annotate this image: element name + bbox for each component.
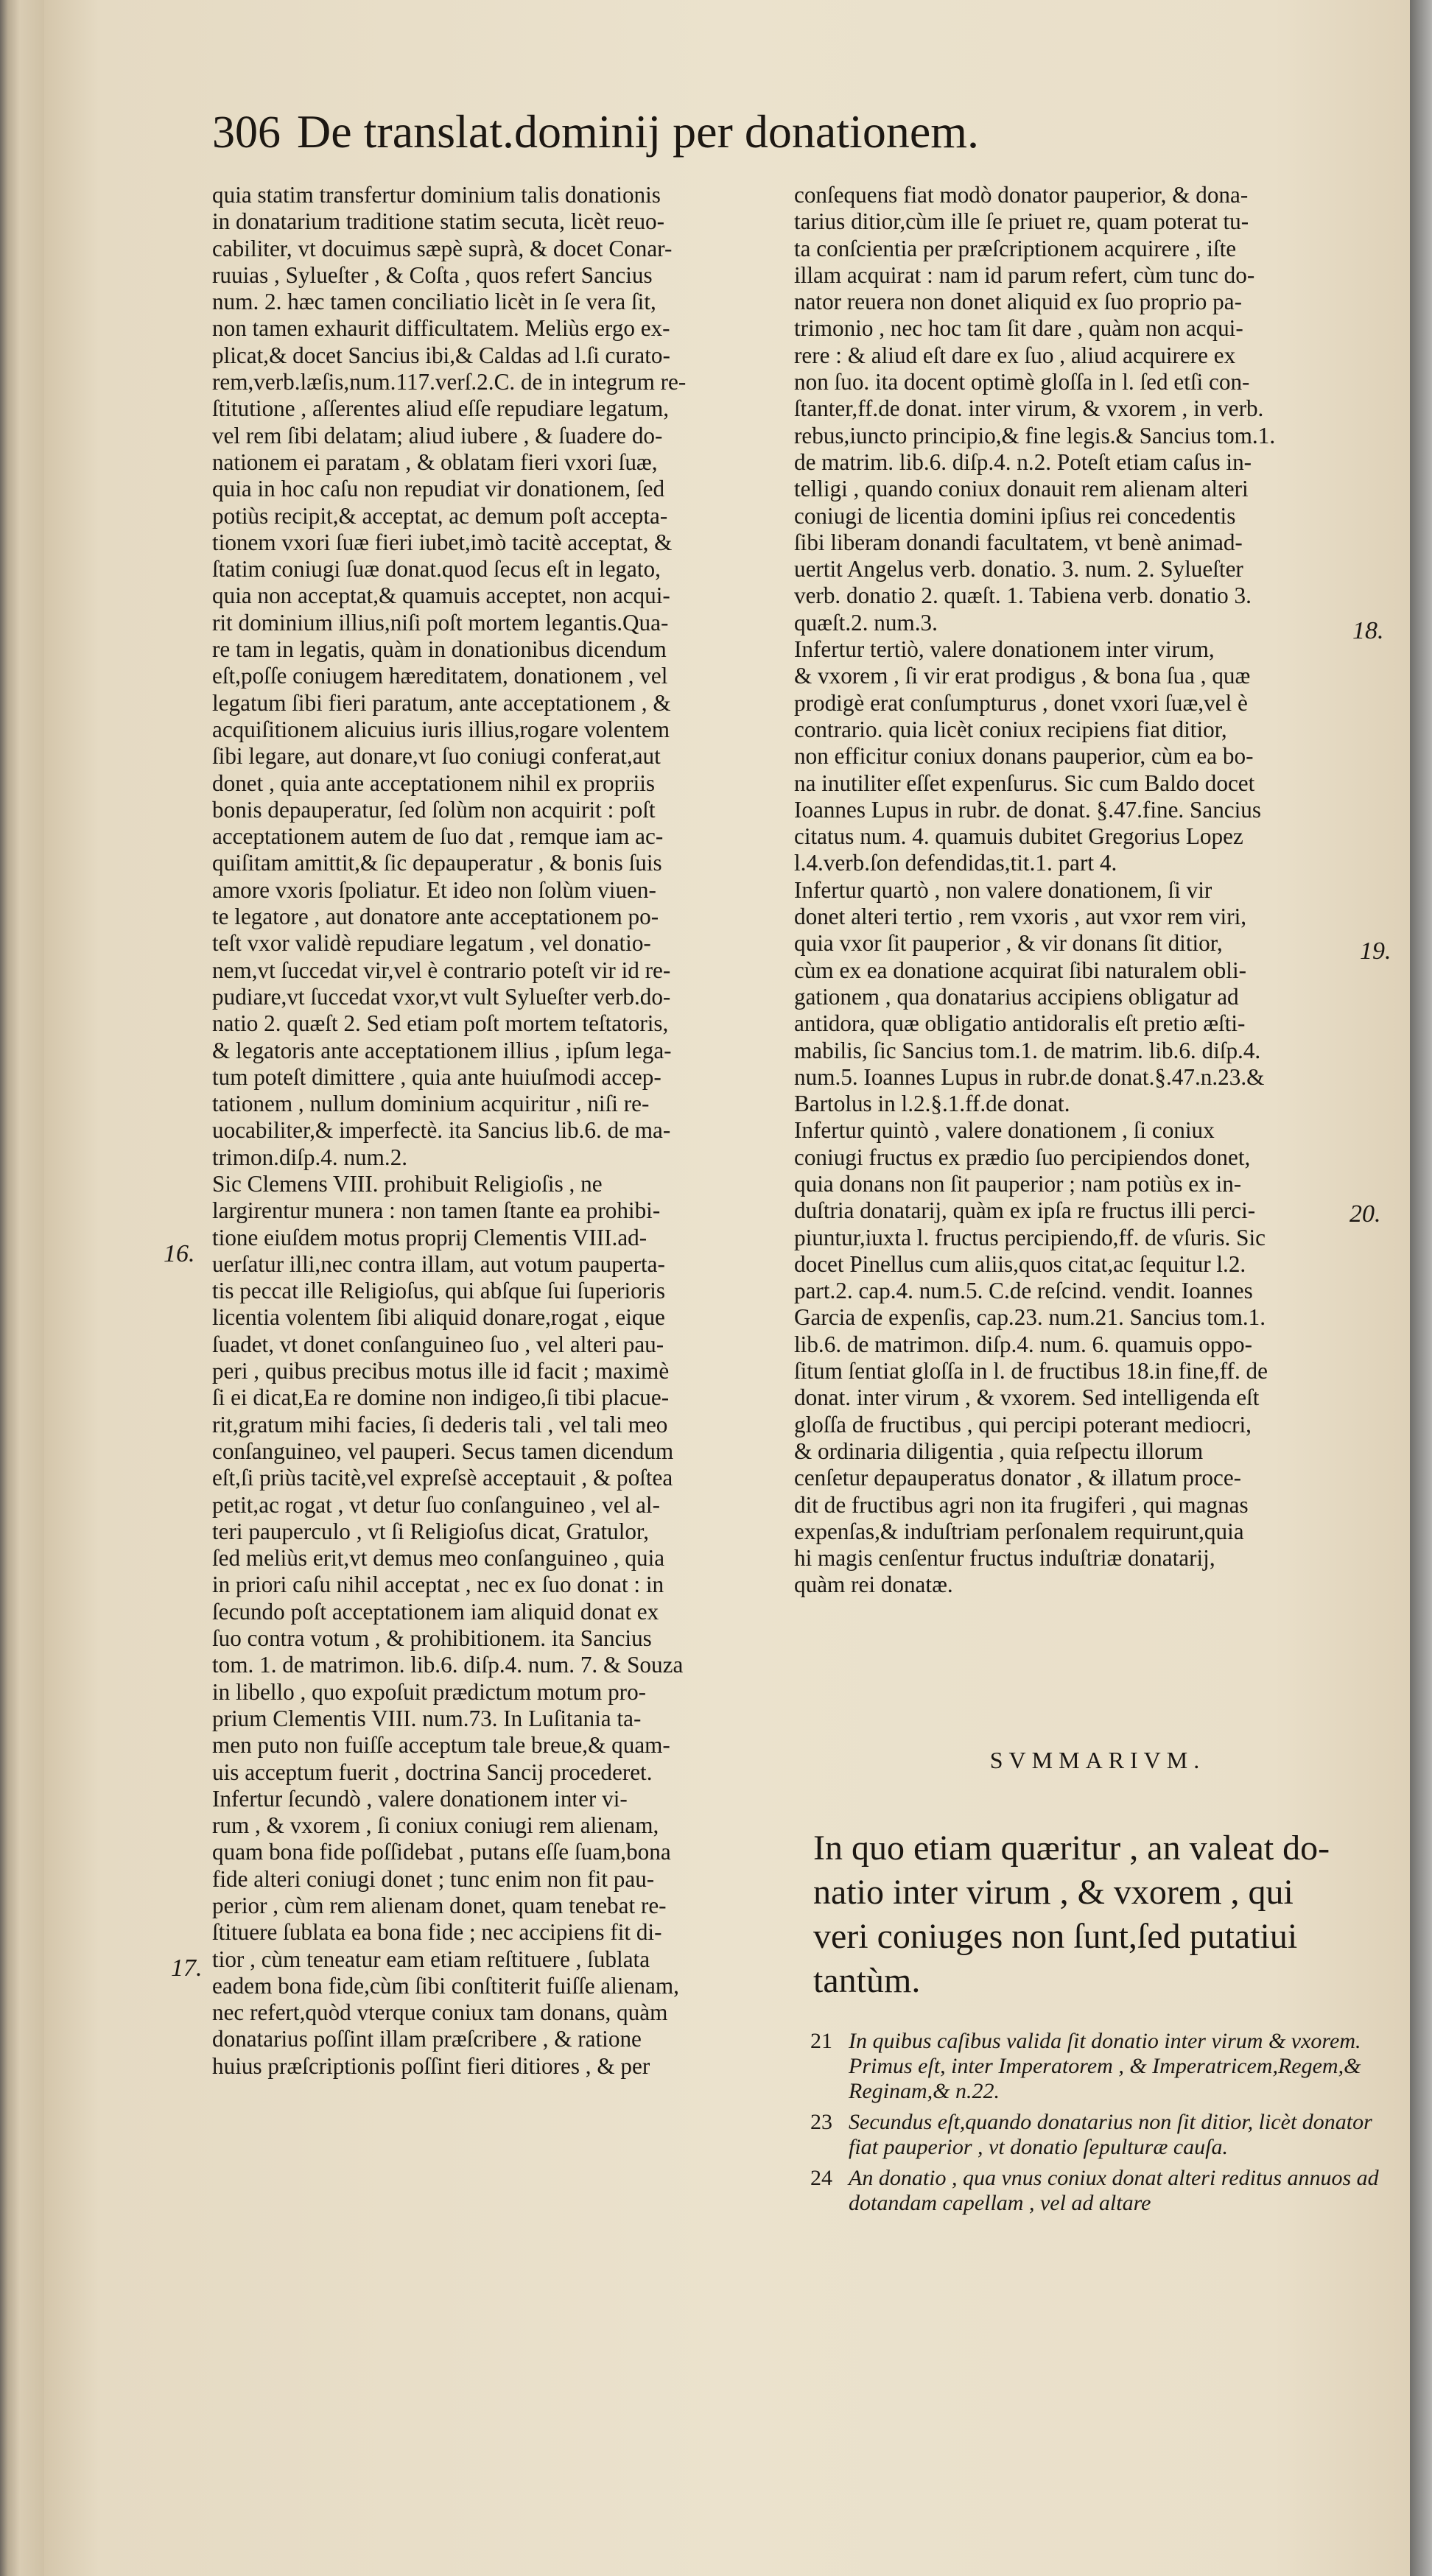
text-line: ta conſcientia per præſcriptionem acquirere , iſte	[794, 235, 1237, 261]
text-line: trimonio , nec hoc tam ſit dare , quàm non acqui-	[794, 315, 1243, 342]
text-line: quia vxor ſit pauperior , & vir donans ſit ditior,	[794, 930, 1223, 957]
text-line: ſtatim coniugi ſuæ donat.quod ſecus eſt in legato,	[212, 556, 661, 583]
text-line: gloſſa de fructibus , qui percipi poterant mediocri,	[794, 1411, 1252, 1437]
text-line: non efficitur coniux donans pauperior, cùm ea bo-	[794, 743, 1254, 770]
text-line: quia non acceptat,& quamuis acceptet, non acqui-	[212, 583, 670, 609]
text-line: perior , cùm rem alienam donet, quam tenebat re-	[212, 1893, 667, 1918]
text-line: men puto non fuiſſe acceptum tale breue,& quam-	[212, 1732, 670, 1759]
text-line: coniugi de licentia domini ipſius rei concedentis	[794, 502, 1236, 529]
text-line: Infertur tertiò, valere donationem inter virum,	[794, 636, 1215, 663]
summary-item-text: Secundus eſt,quando donatarius non ſit ditior, licèt donator fiat pauperior , vt donatio ſepulturæ cauſa.	[849, 2110, 1372, 2159]
text-line: natio 2. quæſt 2. Sed etiam poſt mortem teſtatoris,	[212, 1010, 669, 1037]
text-line: uertit Angelus verb. donatio. 3. num. 2. Sylueſter	[794, 556, 1243, 583]
text-line: tationem , nullum dominium acquiritur , niſi re-	[212, 1091, 650, 1117]
text-line: potiùs recipit,& acceptat, ac demum poſt accepta-	[212, 502, 668, 529]
text-line: non ſuo. ita docent optimè gloſſa in l. ſed etſi con-	[794, 369, 1250, 395]
text-line: teſt vxor validè repudiare legatum , vel donatio-	[212, 930, 651, 957]
summary-item-number: 23	[810, 2110, 832, 2134]
text-line: tis peccat ille Religioſus, qui abſque ſui ſuperioris	[212, 1278, 665, 1304]
text-line: expenſas,& induſtriam perſonalem requirunt,quia	[794, 1518, 1244, 1544]
text-line: ſibi liberam donandi facultatem, vt benè animad-	[794, 529, 1243, 555]
margin-number-19: 19.	[1360, 937, 1391, 965]
summary-label: SVMMARIVM.	[989, 1747, 1206, 1773]
text-line: tarius ditior,cùm ille ſe priuet re, quam poterat tu-	[794, 208, 1249, 235]
text-line: donatarius poſſint illam præſcribere , & ratione	[212, 2026, 642, 2052]
summary-heading-line: In quo etiam quæritur , an valeat do-	[813, 1829, 1330, 1868]
summary-item	[810, 2110, 1385, 2160]
text-line: acceptationem autem de ſuo dat , remque iam ac-	[212, 823, 664, 850]
text-line: nec refert,quòd vterque coniux tam donans, quàm	[212, 1999, 668, 2026]
page-title: De translat.dominij per donationem.	[297, 105, 979, 158]
text-line: rit,gratum mihi facies, ſi dederis tali , vel tali meo	[212, 1411, 668, 1437]
summary-item-text: An donatio , qua vnus coniux donat alteri reditus annuos ad dotandam capellam , vel ad altare	[849, 2166, 1379, 2215]
text-line: ſuadet, vt donet conſanguineo ſuo , vel alteri pau-	[212, 1331, 664, 1357]
text-line: rebus,iuncto principio,& fine legis.& Sancius tom.1.	[794, 422, 1276, 448]
text-line: ſecundo poſt acceptationem iam aliquid donat ex	[212, 1598, 659, 1625]
text-line: non tamen exhaurit difficultatem. Meliùs ergo ex-	[212, 315, 670, 342]
summary-heading-line: tantùm.	[813, 1961, 921, 2000]
text-line: ſtitutione , aſſerentes aliud eſſe repudiare legatum,	[212, 395, 670, 422]
summary-heading	[813, 1826, 1358, 2003]
text-line: num. 2. hæc tamen conciliatio licèt in ſe vera ſit,	[212, 289, 656, 315]
text-line: cùm ex ea donatione acquirat ſibi naturalem obli-	[794, 957, 1246, 983]
text-line: quia in hoc caſu non repudiat vir donationem, ſed	[212, 476, 665, 502]
text-line: amore vxoris ſpoliatur. Et ideo non ſolùm viuen-	[212, 876, 656, 903]
text-line: ſuo contra votum , & prohibitionem. ita Sancius	[212, 1625, 652, 1652]
text-line: licentia volentem ſibi aliquid donare,rogat , eique	[212, 1304, 665, 1331]
text-line: quiſitam amittit,& ſic depauperatur , & bonis ſuis	[212, 850, 662, 876]
page-edge-right	[1410, 0, 1432, 2576]
text-line: nationem ei paratam , & oblatam fieri vxori ſuæ,	[212, 448, 658, 475]
text-line: ſitum ſentiat gloſſa in l. de fructibus 18.in fine,ff. de	[794, 1358, 1268, 1384]
summary-heading-line: veri coniuges non ſunt,ſed putatiui	[813, 1917, 1298, 1956]
text-line: Ioannes Lupus in rubr. de donat. §.47.fine. Sancius	[794, 796, 1262, 823]
text-line: prodigè erat conſumpturus , donet vxori ſuæ,vel è	[794, 689, 1248, 716]
text-line: bonis depauperatur, ſed ſolùm non acquirit : poſt	[212, 796, 656, 823]
text-line: nator reuera non donet aliquid ex ſuo proprio pa-	[794, 289, 1242, 315]
text-line: tior , cùm teneatur eam etiam reſtituere , ſublata	[212, 1946, 650, 1972]
margin-number-20: 20.	[1349, 1200, 1381, 1228]
text-line: conſequens fiat modò donator pauperior, & dona-	[794, 182, 1249, 208]
summary-item	[810, 2029, 1385, 2104]
summary-item-number: 24	[810, 2166, 832, 2190]
text-line: fide alteri coniugi donet ; tunc enim non fit pau-	[212, 1865, 655, 1892]
text-line: uocabiliter,& imperfectè. ita Sancius lib.6. de ma-	[212, 1117, 671, 1144]
text-line: gationem , qua donatarius accipiens obligatur ad	[794, 983, 1239, 1010]
text-line: rum , & vxorem , ſi coniux coniugi rem alienam,	[212, 1812, 659, 1839]
text-line: prium Clementis VIII. num.73. In Luſitania ta-	[212, 1705, 642, 1731]
text-line: Infertur quartò , non valere donationem, ſi vir	[794, 876, 1212, 903]
text-line: mabilis, ſic Sancius tom.1. de matrim. lib.6. diſp.4.	[794, 1037, 1261, 1063]
text-line: ſibi legare, aut donare,vt ſuo coniugi conferat,aut	[212, 743, 661, 770]
text-line: tionem vxori ſuæ fieri iubet,imò tacitè acceptat, &	[212, 529, 673, 555]
margin-number-18: 18.	[1352, 617, 1384, 644]
text-line: in donatarium traditione statim secuta, licèt reuo-	[212, 208, 665, 235]
text-line: docet Pinellus cum aliis,quos citat,ac ſequitur l.2.	[794, 1250, 1246, 1277]
text-line: quia donans non ſit pauperior ; nam potiùs ex in-	[794, 1170, 1242, 1197]
text-line: donat. inter virum , & vxorem. Sed intelligenda eſt	[794, 1384, 1260, 1411]
text-line: rere : & aliud eſt dare ex ſuo , aliud acquirere ex	[794, 342, 1236, 368]
text-line: illam acquirat : nam id parum refert, cùm tunc do-	[794, 261, 1255, 288]
text-line: l.4.verb.ſon defendidas,tit.1. part 4.	[794, 850, 1117, 876]
text-line: legatum ſibi fieri paratum, ante acceptationem , &	[212, 689, 671, 716]
page-number: 306	[212, 108, 281, 158]
text-line: & legatoris ante acceptationem illius , ipſum lega-	[212, 1037, 672, 1063]
text-line: nem,vt ſuccedat vir,vel è contrario poteſt vir id re-	[212, 957, 671, 983]
summary-item-number: 21	[810, 2029, 832, 2053]
text-line: tione eiuſdem motus proprij Clementis VIII.ad-	[212, 1224, 647, 1250]
text-line: te legatore , aut donatore ante acceptationem po-	[212, 904, 659, 930]
text-line: eadem bona fide,cùm ſibi conſtiterit fuiſſe alienam,	[212, 1972, 679, 1999]
text-line: antidora, quæ obligatio antidoralis eſt pretio æſti-	[794, 1010, 1246, 1037]
text-line: trimon.diſp.4. num.2.	[212, 1144, 408, 1170]
text-line: donet , quia ante acceptationem nihil ex propriis	[212, 770, 656, 796]
text-line: hi magis cenſentur fructus induſtriæ donatarij,	[794, 1545, 1215, 1572]
left-column	[212, 182, 816, 2080]
text-line: acquiſitionem alicuius iuris illius,rogare volentem	[212, 716, 670, 742]
text-line: pudiare,vt ſuccedat vxor,vt vult Sylueſter verb.do-	[212, 983, 671, 1010]
text-line: cabiliter, vt docuimus sæpè suprà, & docet Conar-	[212, 235, 673, 261]
text-line: tom. 1. de matrimon. lib.6. diſp.4. num. 7. & Souza	[212, 1652, 684, 1678]
text-line: de matrim. lib.6. diſp.4. n.2. Poteſt etiam caſus in-	[794, 448, 1252, 475]
text-line: teri pauperculo , vt ſi Religioſus dicat, Gratulor,	[212, 1518, 649, 1544]
margin-number-16: 16.	[164, 1240, 195, 1267]
text-line: part.2. cap.4. num.5. C.de reſcind. vendit. Ioannes	[794, 1278, 1253, 1304]
text-line: eſt,poſſe coniugem hæreditatem, donationem , vel	[212, 663, 668, 689]
text-line: dit de fructibus agri non ita frugiferi , qui magnas	[794, 1491, 1249, 1518]
summary-item	[810, 2166, 1385, 2216]
text-line: na inutiliter eſſet expenſurus. Sic cum Baldo docet	[794, 770, 1255, 796]
text-line: quia statim transfertur dominium talis donationis	[212, 182, 661, 208]
summary-item-text: In quibus caſibus valida ſit donatio inter virum & vxorem. Primus eſt, inter Imperatorem , & Imperatricem,Regem,& Reginam,& n.22.	[849, 2029, 1361, 2103]
page-edge-left	[0, 0, 44, 2576]
text-line: Bartolus in l.2.§.1.ff.de donat.	[794, 1091, 1070, 1117]
text-line: verb. donatio 2. quæſt. 1. Tabiena verb. donatio 3.	[794, 583, 1252, 609]
text-line: duſtria donatarij, quàm ex ipſa re fructus illi perci-	[794, 1197, 1256, 1224]
text-line: in priori caſu nihil acceptat , nec ex ſuo donat : in	[212, 1572, 664, 1598]
text-line: tum poteſt dimittere , quia ante huiuſmodi accep-	[212, 1063, 661, 1090]
text-line: contrario. quia licèt coniux recipiens fiat ditior,	[794, 716, 1227, 742]
text-line: telligi , quando coniux donauit rem alienam alteri	[794, 476, 1249, 502]
text-line: ſtituere ſublata ea bona fide ; nec accipiens fit di-	[212, 1919, 662, 1946]
text-line: piuntur,iuxta l. fructus percipiendo,ff. de vſuris. Sic	[794, 1224, 1266, 1250]
text-line: quàm rei donatæ.	[794, 1572, 953, 1598]
text-line: donet alteri tertio , rem vxoris , aut vxor rem viri,	[794, 904, 1247, 930]
right-column	[794, 182, 1383, 1599]
text-line: ruuias , Sylueſter , & Coſta , quos refert Sancius	[212, 261, 653, 288]
text-line: rem,verb.læſis,num.117.verſ.2.C. de in integrum re-	[212, 369, 687, 395]
text-line: citatus num. 4. quamuis dubitet Gregorius Lopez	[794, 823, 1243, 850]
text-line: & ordinaria diligentia , quia reſpectu illorum	[794, 1437, 1204, 1464]
text-line: Infertur ſecundò , valere donationem inter vi-	[212, 1785, 628, 1812]
text-line: huius præſcriptionis poſſint fieri ditiores , & per	[212, 2052, 650, 2079]
text-line: quam bona fide poſſidebat , putans eſſe ſuam,bona	[212, 1839, 671, 1865]
text-line: re tam in legatis, quàm in donationibus dicendum	[212, 636, 667, 663]
text-line: uerſatur illi,nec contra illam, aut votum pauperta-	[212, 1250, 665, 1277]
text-line: cenſetur depauperatus donator , & illatum proce-	[794, 1465, 1242, 1491]
text-line: uis acceptum fuerit , doctrina Sancij procederet.	[212, 1759, 653, 1785]
text-line: ſi ei dicat,Ea re domine non indigeo,ſi tibi placue-	[212, 1384, 670, 1411]
text-line: rit dominium illius,niſi poſt mortem legantis.Qua-	[212, 609, 669, 636]
summary-heading-line: natio inter virum , & vxorem , qui	[813, 1873, 1294, 1912]
text-line: & vxorem , ſi vir erat prodigus , & bona ſua , quæ	[794, 663, 1251, 689]
margin-number-17: 17.	[171, 1954, 203, 1982]
text-line: num.5. Ioannes Lupus in rubr.de donat.§.47.n.23.&	[794, 1063, 1265, 1090]
text-line: peri , quibus precibus motus ille id facit ; maximè	[212, 1358, 670, 1384]
text-line: petit,ac rogat , vt detur ſuo conſanguineo , vel al-	[212, 1491, 660, 1518]
running-header	[212, 105, 1288, 178]
text-line: ſtanter,ff.de donat. inter virum, & vxorem , in verb.	[794, 395, 1264, 422]
text-line: conſanguineo, vel pauperi. Secus tamen dicendum	[212, 1437, 674, 1464]
text-line: largirentur munera : non tamen ſtante ea prohibi-	[212, 1197, 661, 1224]
text-line: Infertur quintò , valere donationem , ſi coniux	[794, 1117, 1215, 1144]
text-line: eſt,ſi priùs tacitè,vel expreſsè acceptauit , & poſtea	[212, 1465, 673, 1491]
text-line: Garcia de expenſis, cap.23. num.21. Sancius tom.1.	[794, 1304, 1266, 1331]
text-line: ſed meliùs erit,vt demus meo conſanguineo , quia	[212, 1545, 665, 1572]
text-line: lib.6. de matrimon. diſp.4. num. 6. quamuis oppo-	[794, 1331, 1252, 1357]
text-line: in libello , quo expoſuit prædictum motum pro-	[212, 1678, 647, 1705]
text-line: plicat,& docet Sancius ibi,& Caldas ad l.ſi curato-	[212, 342, 670, 368]
text-line: coniugi fructus ex prædio ſuo percipiendos donet,	[794, 1144, 1251, 1170]
text-line: quæſt.2. num.3.	[794, 609, 938, 636]
summary-list	[810, 2029, 1385, 2222]
text-line: vel rem ſibi delatam; aliud iubere , & ſuadere do-	[212, 422, 663, 448]
text-line: Sic Clemens VIII. prohibuit Religioſis , ne	[212, 1170, 603, 1197]
